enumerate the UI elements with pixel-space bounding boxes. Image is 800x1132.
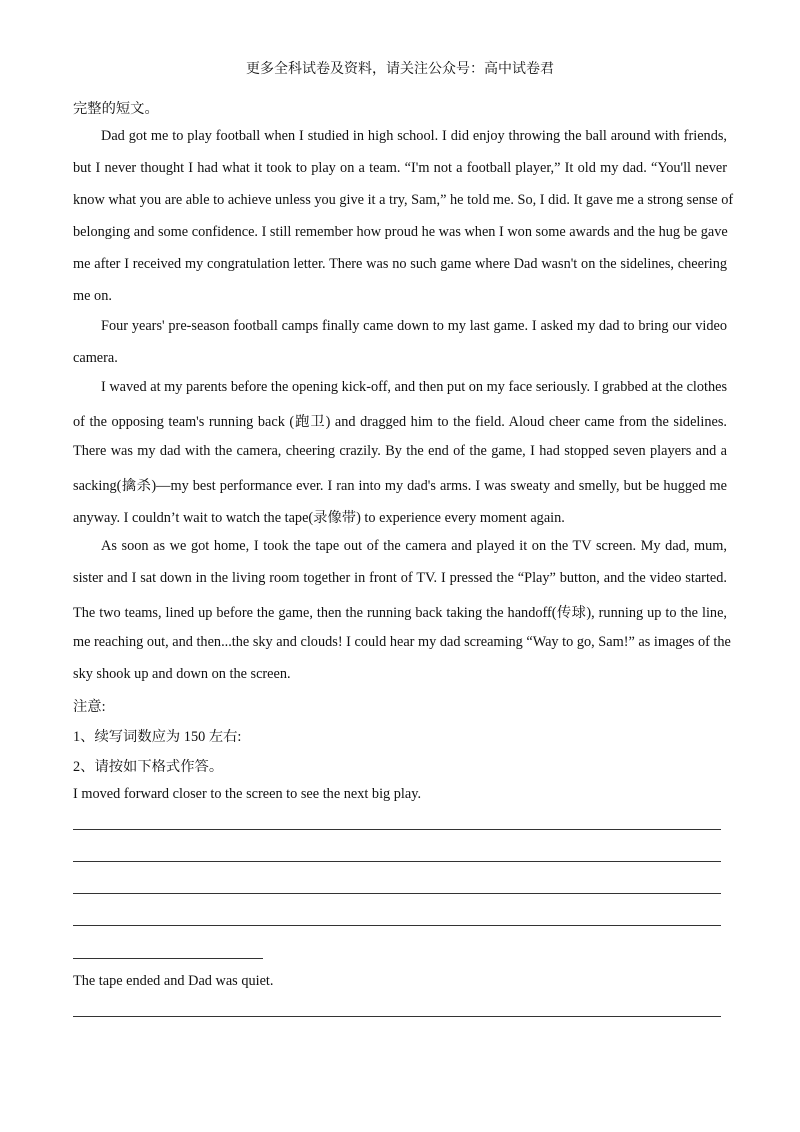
notes-item-1: 1、续写词数应为 150 左右: (73, 729, 242, 745)
paragraph-1-line-2: but I never thought I had what it took to play on a team. “I'm not a football player,” It old my dad. “You'll never (73, 160, 727, 176)
paragraph-3-line-2: of the opposing team's running back (跑卫) and dragged him to the field. Aloud cheer came from the sidelines. (73, 414, 727, 430)
answer-line[interactable] (73, 1016, 721, 1017)
paragraph-1-line-3: know what you are able to achieve unless you give it a try, Sam,” he told me. So, I did. It gave me a strong sense of (73, 192, 734, 208)
intro-text: 完整的短文。 (73, 101, 159, 117)
notes-item-2: 2、请按如下格式作答。 (73, 759, 224, 775)
paragraph-1-line-5: me after I received my congratulation letter. There was no such game where Dad wasn't on the sidelines, cheering (73, 256, 727, 272)
paragraph-4-line-2: sister and I sat down in the living room together in front of TV. I pressed the “Play” button, and the video started. (73, 570, 727, 586)
paragraph-4-line-3: The two teams, lined up before the game, then the running back taking the handoff(传球), running up to the line, (73, 605, 727, 621)
page-header: 更多全科试卷及资料，请关注公众号：高中试卷君 (246, 62, 554, 77)
paragraph-3-line-4: sacking(擒杀)—my best performance ever. I ran into my dad's arms. I was sweaty and smelly, but be hugged me (73, 478, 727, 494)
paragraph-2-line-1: Four years' pre-season football camps finally came down to my last game. I asked my dad to bring our video (101, 318, 727, 334)
paragraph-1-line-6: me on. (73, 288, 112, 304)
answer-line[interactable] (73, 925, 721, 926)
answer-line[interactable] (73, 861, 721, 862)
paragraph-3-line-3: There was my dad with the camera, cheering crazily. By the end of the game, I had stopped seven players and a (73, 443, 727, 459)
paragraph-2-line-2: camera. (73, 350, 118, 366)
answer-line[interactable] (73, 829, 721, 830)
paragraph-4-line-5: sky shook up and down on the screen. (73, 666, 291, 682)
answer-line-short[interactable] (73, 958, 263, 959)
notes-title: 注意: (73, 699, 106, 715)
paragraph-1-line-4: belonging and some confidence. I still remember how proud he was when I won some awards and the hug be gave (73, 224, 728, 240)
continuation-prompt-1: I moved forward closer to the screen to see the next big play. (73, 786, 422, 802)
answer-line[interactable] (73, 893, 721, 894)
paragraph-4-line-1: As soon as we got home, I took the tape out of the camera and played it on the TV screen. My dad, mum, (101, 538, 727, 554)
paragraph-1-line-1: Dad got me to play football when I studied in high school. I did enjoy throwing the ball around with friends, (101, 128, 727, 144)
paragraph-4-line-4: me reaching out, and then...the sky and clouds! I could hear my dad screaming “Way to go, Sam!” as images of the (73, 634, 731, 650)
paragraph-3-line-1: I waved at my parents before the opening kick-off, and then put on my face seriously. I grabbed at the clothes (101, 379, 728, 395)
paragraph-3-line-5: anyway. I couldn’t wait to watch the tape(录像带) to experience every moment again. (73, 510, 565, 526)
continuation-prompt-2: The tape ended and Dad was quiet. (73, 973, 274, 989)
